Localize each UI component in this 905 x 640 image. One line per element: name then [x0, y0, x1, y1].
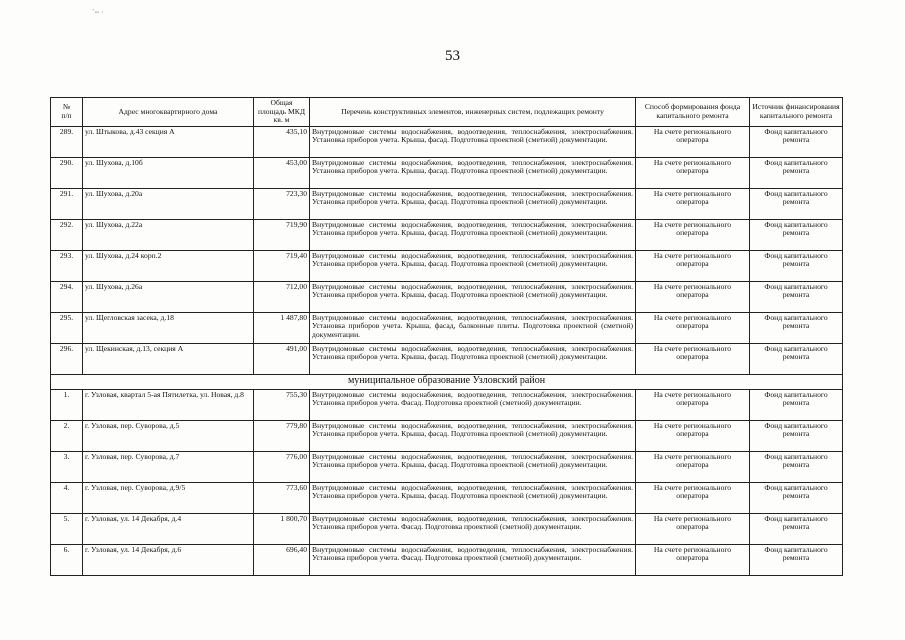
row-method: На счете регионального оператора: [636, 343, 750, 374]
row-source: Фонд капитального ремонта: [750, 157, 843, 188]
row-works: Внутридомовые системы водоснабжения, водоотведения, теплоснабжения, электроснабжения. Установка приборов учета. Крыша, фасад. Подготовка проектной (сметной) документации.: [310, 482, 636, 513]
row-area: 491,00: [254, 343, 310, 374]
row-source: Фонд капитального ремонта: [750, 343, 843, 374]
row-source: Фонд капитального ремонта: [750, 188, 843, 219]
row-address: ул. Шухова, д.26а: [83, 281, 254, 312]
row-address: г. Узловая, пер. Суворова, д.5: [83, 420, 254, 451]
row-method: На счете регионального оператора: [636, 188, 750, 219]
row-number: 1.: [51, 389, 83, 420]
table-row: [51, 219, 843, 250]
row-area: 773,60: [254, 482, 310, 513]
row-area: 776,00: [254, 451, 310, 482]
row-number: 292.: [51, 219, 83, 250]
header-method: Способ формирования фонда капитального ремонта: [636, 98, 750, 127]
table-row: [51, 420, 843, 451]
row-number: 294.: [51, 281, 83, 312]
row-works: Внутридомовые системы водоснабжения, водоотведения, теплоснабжения, электроснабжения. Установка приборов учета. Крыша, фасад. Подготовка проектной (сметной) документации.: [310, 188, 636, 219]
row-method: На счете регионального оператора: [636, 312, 750, 343]
table-row: [51, 126, 843, 157]
table-row: [51, 513, 843, 544]
row-source: Фонд капитального ремонта: [750, 451, 843, 482]
table-row: [51, 389, 843, 420]
row-number: 4.: [51, 482, 83, 513]
table-row: [51, 312, 843, 343]
row-works: Внутридомовые системы водоснабжения, водоотведения, теплоснабжения, электроснабжения. Установка приборов учета. Фасад. Подготовка проектной (сметной) документации.: [310, 513, 636, 544]
row-address: г. Узловая, пер. Суворова, д.9/5: [83, 482, 254, 513]
header-works: Перечень конструктивных элементов, инженерных систем, подлежащих ремонту: [310, 98, 636, 127]
table-row: [51, 281, 843, 312]
row-works: Внутридомовые системы водоснабжения, водоотведения, теплоснабжения, электроснабжения. Установка приборов учета. Крыша, фасад. Подготовка проектной (сметной) документации.: [310, 420, 636, 451]
row-method: На счете регионального оператора: [636, 219, 750, 250]
row-method: На счете регионального оператора: [636, 389, 750, 420]
table-row: [51, 250, 843, 281]
page-number: 53: [445, 48, 460, 64]
row-works: Внутридомовые системы водоснабжения, водоотведения, теплоснабжения, электроснабжения. Установка приборов учета. Фасад. Подготовка проектной (сметной) документации.: [310, 389, 636, 420]
row-works: Внутридомовые системы водоснабжения, водоотведения, теплоснабжения, электроснабжения. Установка приборов учета. Крыша, фасад. Подготовка проектной (сметной) документации.: [310, 157, 636, 188]
row-works: Внутридомовые системы водоснабжения, водоотведения, теплоснабжения, электроснабжения. Установка приборов учета. Крыша, фасад. Подготовка проектной (сметной) документации.: [310, 250, 636, 281]
row-number: 3.: [51, 451, 83, 482]
row-address: г. Узловая, ул. 14 Декабря, д.4: [83, 513, 254, 544]
row-method: На счете регионального оператора: [636, 482, 750, 513]
header-num: № п/п: [51, 98, 83, 127]
row-method: На счете регионального оператора: [636, 157, 750, 188]
row-number: 6.: [51, 544, 83, 575]
row-works: Внутридомовые системы водоснабжения, водоотведения, теплоснабжения, электроснабжения. Установка приборов учета. Крыша, фасад, балконные плиты. Подготовка проектной (сметной) документации.: [310, 312, 636, 343]
row-area: 1 487,80: [254, 312, 310, 343]
table-header-row: [51, 98, 843, 127]
row-method: На счете регионального оператора: [636, 513, 750, 544]
row-works: Внутридомовые системы водоснабжения, водоотведения, теплоснабжения, электроснабжения. Установка приборов учета. Крыша, фасад. Подготовка проектной (сметной) документации.: [310, 281, 636, 312]
section-title: муниципальное образование Узловский район: [51, 374, 843, 389]
row-address: ул. Щекинская, д.13, секция А: [83, 343, 254, 374]
scan-artifact: `~ ·: [92, 8, 104, 17]
row-number: 293.: [51, 250, 83, 281]
row-works: Внутридомовые системы водоснабжения, водоотведения, теплоснабжения, электроснабжения. Установка приборов учета. Фасад. Подготовка проектной (сметной) документации.: [310, 544, 636, 575]
row-number: 295.: [51, 312, 83, 343]
row-address: г. Узловая, пер. Суворова, д.7: [83, 451, 254, 482]
header-address: Адрес многоквартирного дома: [83, 98, 254, 127]
row-source: Фонд капитального ремонта: [750, 482, 843, 513]
row-number: 290.: [51, 157, 83, 188]
row-area: 1 800,70: [254, 513, 310, 544]
row-source: Фонд капитального ремонта: [750, 420, 843, 451]
row-address: ул. Шухова, д.24 корп.2: [83, 250, 254, 281]
row-address: г. Узловая, ул. 14 Декабря, д.6: [83, 544, 254, 575]
row-works: Внутридомовые системы водоснабжения, водоотведения, теплоснабжения, электроснабжения. Установка приборов учета. Крыша, фасад. Подготовка проектной (сметной) документации.: [310, 219, 636, 250]
row-area: 779,80: [254, 420, 310, 451]
row-area: 712,00: [254, 281, 310, 312]
row-source: Фонд капитального ремонта: [750, 126, 843, 157]
row-method: На счете регионального оператора: [636, 126, 750, 157]
table-row: [51, 451, 843, 482]
row-area: 719,90: [254, 219, 310, 250]
row-source: Фонд капитального ремонта: [750, 544, 843, 575]
table-row: [51, 343, 843, 374]
row-number: 2.: [51, 420, 83, 451]
header-source: Источник финансирования капитального ремонта: [750, 98, 843, 127]
row-method: На счете регионального оператора: [636, 281, 750, 312]
table-row: [51, 482, 843, 513]
row-method: На счете регионального оператора: [636, 420, 750, 451]
row-works: Внутридомовые системы водоснабжения, водоотведения, теплоснабжения, электроснабжения. Установка приборов учета. Крыша, фасад. Подготовка проектной (сметной) документации.: [310, 451, 636, 482]
row-method: На счете регионального оператора: [636, 544, 750, 575]
table-row: [51, 157, 843, 188]
row-works: Внутридомовые системы водоснабжения, водоотведения, теплоснабжения, электроснабжения. Установка приборов учета. Крыша, фасад. Подготовка проектной (сметной) документации.: [310, 343, 636, 374]
row-source: Фонд капитального ремонта: [750, 219, 843, 250]
capital-repair-table: [50, 97, 843, 576]
row-source: Фонд капитального ремонта: [750, 250, 843, 281]
row-source: Фонд капитального ремонта: [750, 312, 843, 343]
row-address: ул. Шухова, д.10б: [83, 157, 254, 188]
row-number: 5.: [51, 513, 83, 544]
row-area: 755,30: [254, 389, 310, 420]
row-method: На счете регионального оператора: [636, 451, 750, 482]
table-row: [51, 188, 843, 219]
header-area: Общая площадь МКД кв. м: [254, 98, 310, 127]
row-area: 453,00: [254, 157, 310, 188]
row-method: На счете регионального оператора: [636, 250, 750, 281]
row-source: Фонд капитального ремонта: [750, 513, 843, 544]
row-source: Фонд капитального ремонта: [750, 281, 843, 312]
row-address: г. Узловая, квартал 5-ая Пятилетка, ул. Новая, д.8: [83, 389, 254, 420]
row-source: Фонд капитального ремонта: [750, 389, 843, 420]
row-address: ул. Шухова, д.20а: [83, 188, 254, 219]
table-row: [51, 544, 843, 575]
section-row: [51, 374, 843, 389]
row-area: 723,30: [254, 188, 310, 219]
row-area: 435,10: [254, 126, 310, 157]
row-works: Внутридомовые системы водоснабжения, водоотведения, теплоснабжения, электроснабжения. Установка приборов учета. Крыша, фасад. Подготовка проектной (сметной) документации.: [310, 126, 636, 157]
row-address: ул. Щегловская засека, д.18: [83, 312, 254, 343]
row-address: ул. Шухова, д.22а: [83, 219, 254, 250]
row-area: 696,40: [254, 544, 310, 575]
row-number: 291.: [51, 188, 83, 219]
row-number: 289.: [51, 126, 83, 157]
row-area: 719,40: [254, 250, 310, 281]
row-number: 296.: [51, 343, 83, 374]
row-address: ул. Штыкова, д.43 секция А: [83, 126, 254, 157]
